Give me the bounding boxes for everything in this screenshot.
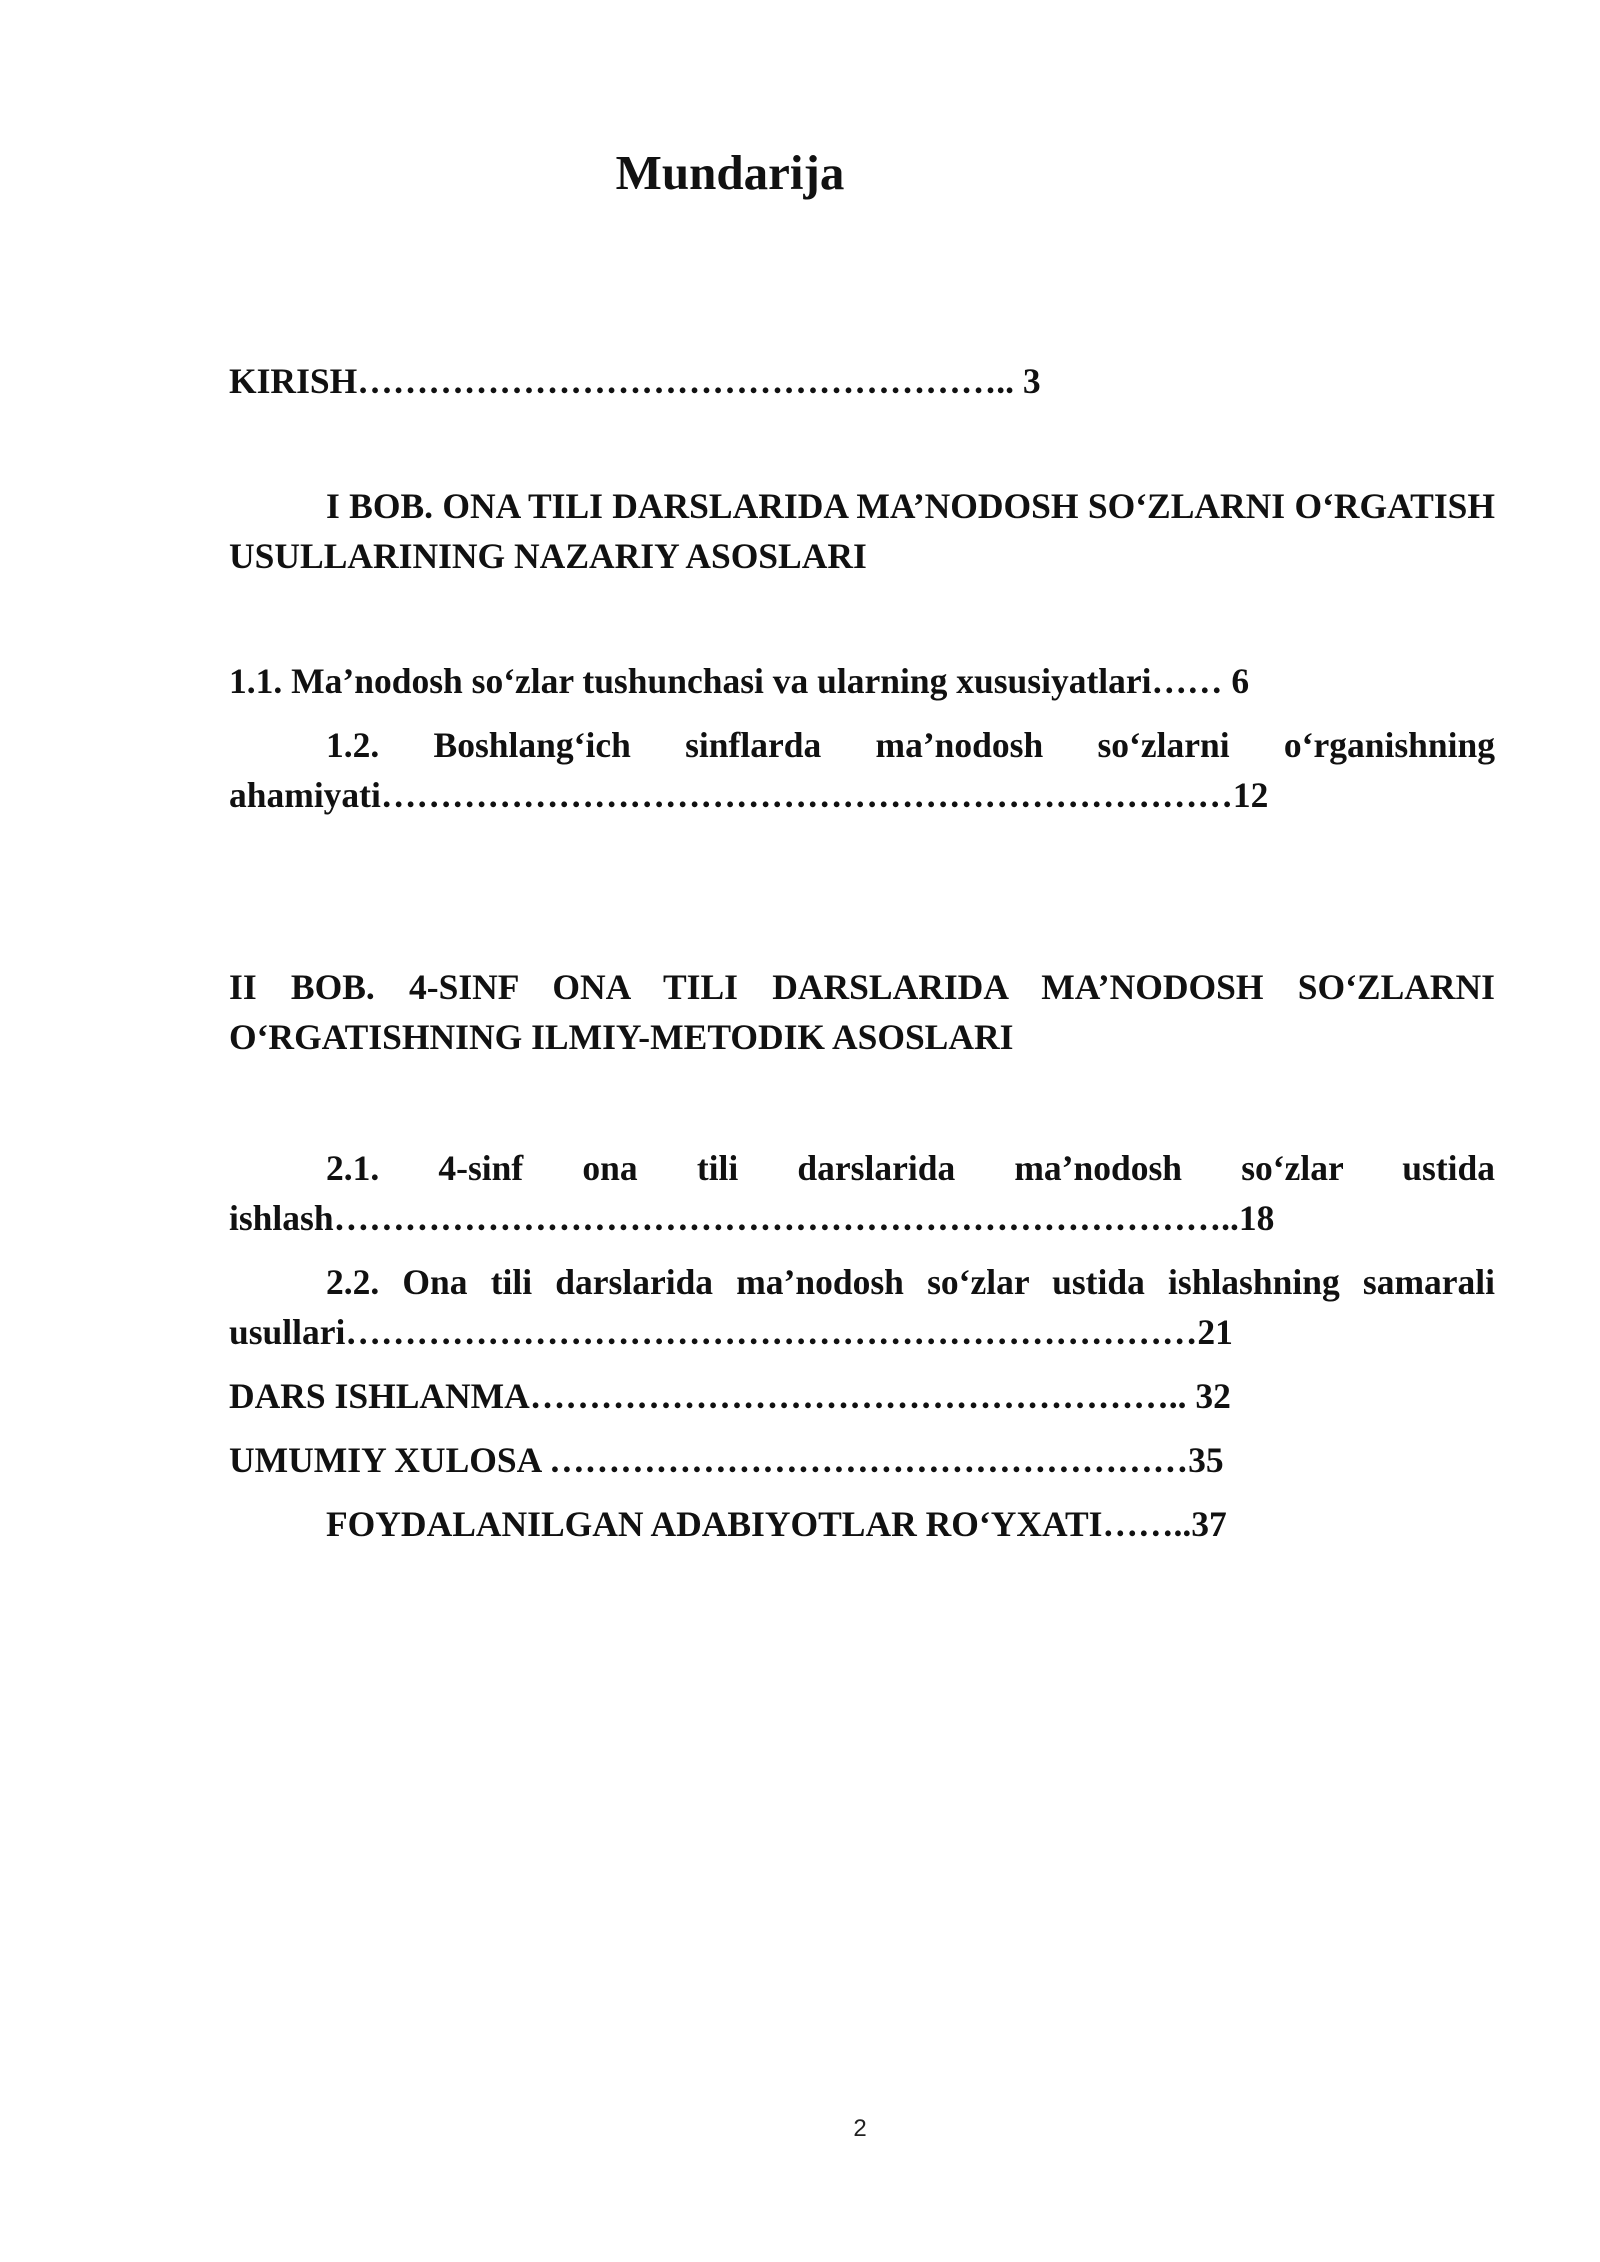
- toc-chapter-2-heading: II BOB. 4-SINF ONA TILI DARSLARIDA MA’NODOSH SO‘ZLARNI O‘RGATISHNING ILMIY-METODIK ASOSLARI: [229, 967, 1495, 1057]
- toc-chapter-1-heading: I BOB. ONA TILI DARSLARIDA MA’NODOSH SO‘ZLARNI O‘RGATISH USULLARINING NAZARIY ASOSLARI: [229, 486, 1495, 576]
- page-title: Mundarija: [615, 145, 845, 200]
- toc-entry-section-2-1: 2.1. 4-sinf ona tili darslarida ma’nodosh so‘zlar ustida ishlash…………………………………………………………………..18: [229, 1148, 1495, 1238]
- toc-entry-references: FOYDALANILGAN ADABIYOTLAR RO‘YXATI……..37: [326, 1504, 1227, 1544]
- toc-entry-section-2-2: 2.2. Ona tili darslarida ma’nodosh so‘zlar ustida ishlashning samarali usullari………………………………………………………………21: [229, 1262, 1495, 1352]
- toc-entry-conclusion: UMUMIY XULOSA ………………………………………………35: [229, 1440, 1224, 1480]
- toc-entry-section-1-2: 1.2. Boshlang‘ich sinflarda ma’nodosh so‘zlarni o‘rganishning ahamiyati………………………………………………………………12: [229, 725, 1495, 815]
- toc-entry-section-1-1: 1.1. Ma’nodosh so‘zlar tushunchasi va ularning xususiyatlari…… 6: [229, 661, 1250, 701]
- toc-entry-intro: KIRISH……………………………………………….. 3: [229, 361, 1041, 401]
- toc-entry-lesson-plan: DARS ISHLANMA……………………………………………….. 32: [229, 1376, 1231, 1416]
- page-number: 2: [853, 2115, 867, 2142]
